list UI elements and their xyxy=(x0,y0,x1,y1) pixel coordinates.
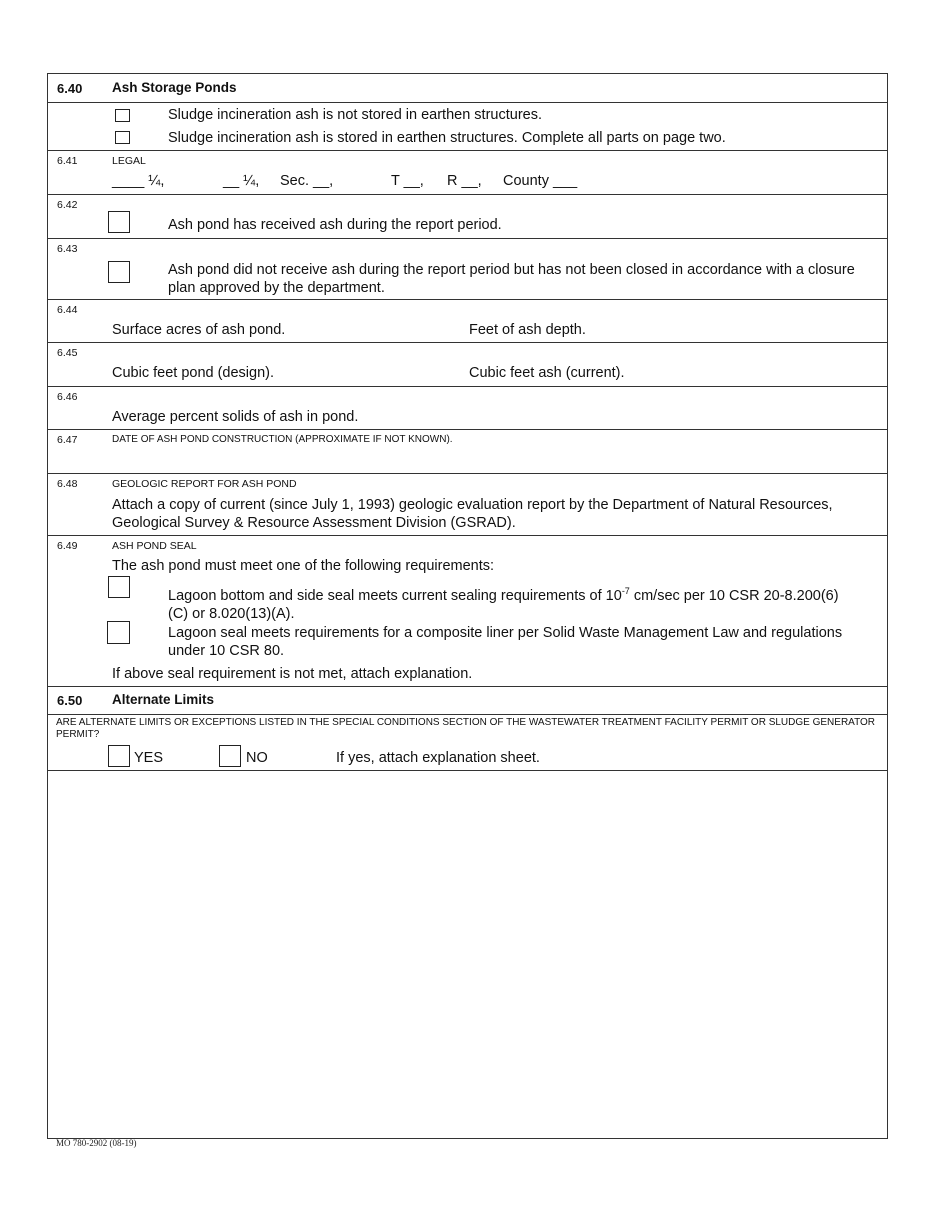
section-number: 6.42 xyxy=(57,199,78,211)
yes-checkbox[interactable] xyxy=(108,745,130,767)
pond-design-label: Cubic feet pond (design). xyxy=(112,365,275,381)
section-field[interactable]: Sec. __, xyxy=(280,173,334,189)
section-6-50-question xyxy=(48,715,887,771)
section-6-50-header xyxy=(48,687,887,715)
range-field[interactable]: R __, xyxy=(447,173,482,189)
section-title: Ash Storage Ponds xyxy=(112,80,237,95)
section-number: 6.48 xyxy=(57,478,78,490)
ash-depth-label: Feet of ash depth. xyxy=(469,322,586,338)
section-number: 6.46 xyxy=(57,391,78,403)
county-field[interactable]: County ___ xyxy=(503,173,578,189)
not-stored-checkbox[interactable] xyxy=(115,109,130,122)
section-6-47 xyxy=(48,430,887,474)
section-title: Alternate Limits xyxy=(112,692,215,707)
geologic-report-text: Attach a copy of current (since July 1, 1993) geologic evaluation report by the Department of Natural Resources, Geological Survey & Resource Assessment Division (GSRAD). xyxy=(112,497,833,531)
seal-note: If above seal requirement is not met, attach explanation. xyxy=(112,666,473,682)
section-6-44 xyxy=(48,300,887,343)
legal-label: LEGAL xyxy=(112,155,146,167)
township-field[interactable]: T __, xyxy=(391,173,424,189)
section-number: 6.44 xyxy=(57,304,78,316)
received-ash-label: Ash pond has received ash during the report period. xyxy=(168,217,502,233)
not-received-ash-checkbox[interactable] xyxy=(108,261,130,283)
section-6-43 xyxy=(48,239,887,300)
seal-option-2-label: Lagoon seal meets requirements for a composite liner per Solid Waste Management Law and regulations under 10 CSR 80. xyxy=(168,625,843,659)
no-label: NO xyxy=(246,750,268,766)
section-number: 6.47 xyxy=(57,434,78,446)
alternate-limits-question: ARE ALTERNATE LIMITS OR EXCEPTIONS LISTED IN THE SPECIAL CONDITIONS SECTION OF THE WASTEWATER TREATMENT FACILITY PERMIT OR SLUDGE GENERATOR PERMIT? xyxy=(56,717,876,740)
section-6-46 xyxy=(48,387,887,430)
section-number: 6.49 xyxy=(57,540,78,552)
seal-option-1-label xyxy=(168,582,858,623)
section-6-42 xyxy=(48,195,887,239)
section-6-48 xyxy=(48,474,887,536)
geologic-report-label: GEOLOGIC REPORT FOR ASH POND xyxy=(112,478,297,490)
seal-exponent: -7 xyxy=(621,586,630,596)
section-number: 6.40 xyxy=(57,81,83,96)
ash-storage-form xyxy=(47,73,888,1139)
section-6-49 xyxy=(48,536,887,687)
seal-option-1-text-a: Lagoon bottom and side seal meets current sealing requirements of 10 xyxy=(168,587,622,604)
section-6-41-legal xyxy=(48,151,887,195)
pond-seal-label: ASH POND SEAL xyxy=(112,540,197,552)
quarter-quarter-field[interactable]: ____ ¼, xyxy=(112,173,165,189)
seal-intro: The ash pond must meet one of the following requirements: xyxy=(112,558,495,574)
not-stored-label: Sludge incineration ash is not stored in earthen structures. xyxy=(168,107,542,123)
percent-solids-label: Average percent solids of ash in pond. xyxy=(112,409,359,425)
seal-option-1-text-b: cm/sec per 10 CSR 20-8.200(6)(C) or 8.020(13)(A). xyxy=(168,587,839,622)
seal-option-1-checkbox[interactable] xyxy=(108,576,130,598)
stored-checkbox[interactable] xyxy=(115,131,130,144)
seal-option-2-checkbox[interactable] xyxy=(107,621,130,644)
stored-label: Sludge incineration ash is stored in earthen structures. Complete all parts on page two. xyxy=(168,130,726,146)
ash-current-label: Cubic feet ash (current). xyxy=(469,365,625,381)
section-number: 6.41 xyxy=(57,155,78,167)
section-number: 6.43 xyxy=(57,243,78,255)
section-6-45 xyxy=(48,343,887,387)
yes-explanation-note: If yes, attach explanation sheet. xyxy=(336,750,540,766)
no-checkbox[interactable] xyxy=(219,745,241,767)
section-number: 6.50 xyxy=(57,693,83,708)
section-6-40-header xyxy=(48,74,887,103)
section-number: 6.45 xyxy=(57,347,78,359)
quarter-field[interactable]: __ ¼, xyxy=(223,173,260,189)
section-6-40-options xyxy=(48,103,887,151)
yes-label: YES xyxy=(134,750,164,766)
form-number: MO 780-2902 (08-19) xyxy=(56,1138,137,1148)
construction-date-label: DATE OF ASH POND CONSTRUCTION (APPROXIMATE IF NOT KNOWN). xyxy=(112,434,453,445)
received-ash-checkbox[interactable] xyxy=(108,211,130,233)
surface-acres-label: Surface acres of ash pond. xyxy=(112,322,286,338)
not-received-ash-label: Ash pond did not receive ash during the report period but has not been closed in accordance with a closure plan approved by the department. xyxy=(168,262,855,296)
